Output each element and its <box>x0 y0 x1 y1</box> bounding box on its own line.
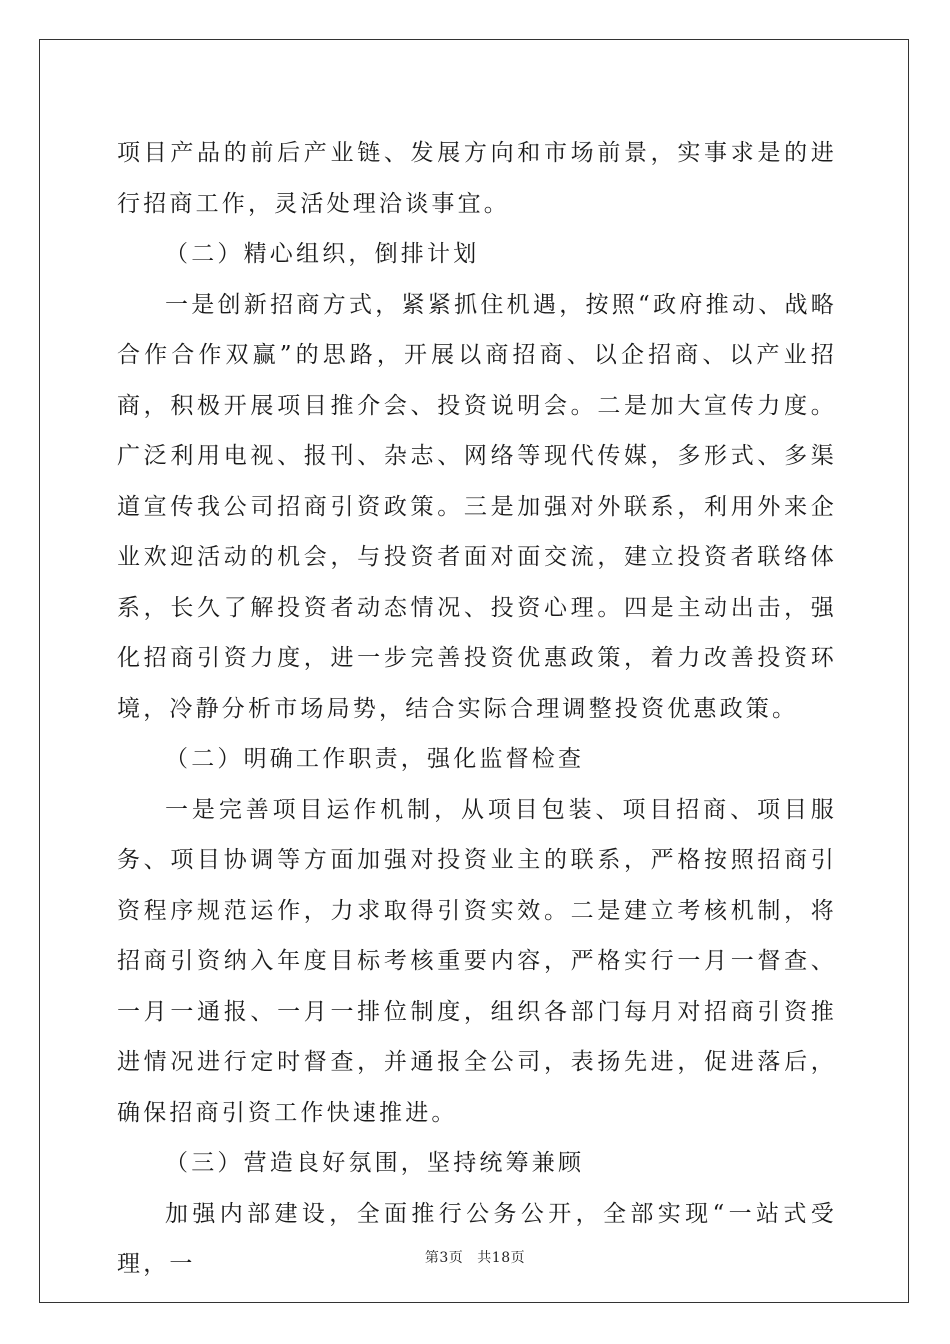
paragraph-continued: 项目产品的前后产业链、发展方向和市场前景，实事求是的进行招商工作，灵活处理洽谈事宜。 <box>117 140 837 217</box>
section-heading-responsibilities: （二）明确工作职责，强化监督检查 <box>165 746 585 772</box>
document-body <box>117 128 837 1290</box>
page-total: 共18页 <box>477 1250 526 1266</box>
paragraph-internal-construction: 加强内部建设，全面推行公务公开，全部实现“一站式受理，一 <box>117 1200 837 1277</box>
paragraph-mechanisms: 一是完善项目运作机制，从项目包装、项目招商、项目服务、项目协调等方面加强对投资业主的联系，严格按照招商引资程序规范运作，力求取得引资实效。二是建立考核机制，将招商引资纳入年度目标考核重要内容，严格实行一月一督查、一月一通报、一月一排位制度，组织各部门每月对招商引资推进情况进行定时督查，并通报全公司，表扬先进，促进落后，确保招商引资工作快速推进。 <box>117 796 837 1126</box>
section-heading-plan: （二）精心组织，倒排计划 <box>165 241 480 267</box>
paragraph-investment-methods: 一是创新招商方式，紧紧抓住机遇，按照“政府推动、战略合作合作双赢”的思路，开展以商招商、以企招商、以产业招商，积极开展项目推介会、投资说明会。二是加大宣传力度。广泛利用电视、报刊、杂志、网络等现代传媒，多形式、多渠道宣传我公司招商引资政策。三是加强对外联系，利用外来企业欢迎活动的机会，与投资者面对面交流，建立投资者联络体系，长久了解投资者动态情况、投资心理。四是主动出击，强化招商引资力度，进一步完善投资优惠政策，着力改善投资环境，冷静分析市场局势，结合实际合理调整投资优惠政策。 <box>117 291 837 722</box>
page-footer <box>0 1247 950 1267</box>
section-heading-atmosphere: （三）营造良好氛围，坚持统筹兼顾 <box>165 1150 585 1176</box>
page-number: 第3页 <box>424 1250 464 1266</box>
